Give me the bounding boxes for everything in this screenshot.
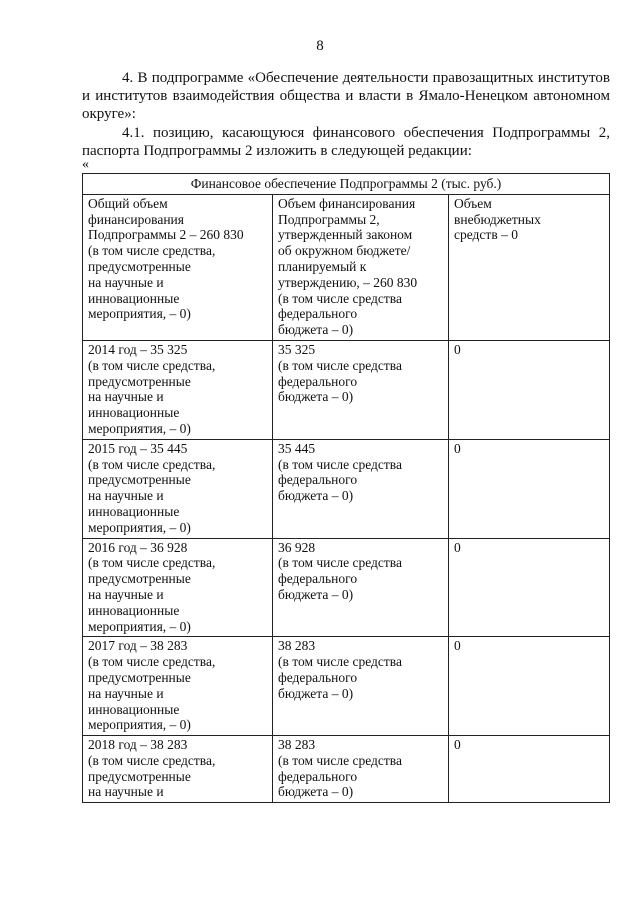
cell-line: (в том числе средства, [88, 654, 216, 670]
cell-line: 36 928 [278, 539, 316, 555]
table-row [83, 340, 610, 439]
cell-line: предусмотренные [88, 258, 191, 274]
cell-line: предусмотренные [88, 472, 191, 488]
cell-line: предусмотренные [88, 669, 191, 685]
cell-line: инновационные [88, 602, 180, 618]
year-budget-cell [273, 637, 449, 736]
cell-line: Подпрограммы 2, [278, 211, 380, 227]
cell-line: инновационные [88, 503, 180, 519]
cell-line: внебюджетных [454, 211, 541, 227]
table-row [83, 736, 610, 803]
open-quote: « [82, 157, 89, 172]
paragraph-4: 4. В подпрограмме «Обеспечение деятельности правозащитных институтов и институтов взаимодействия общества и власти в Ямало-Ненецком автономном округе»: [82, 70, 610, 122]
cell-line: предусмотренные [88, 768, 191, 784]
table-title: Финансовое обеспечение Подпрограммы 2 (тыс. руб.) [83, 174, 610, 195]
cell-line: мероприятия, – 0) [88, 420, 191, 436]
year-budget-cell [273, 340, 449, 439]
cell-line: федерального [278, 571, 358, 587]
cell-line: Объем финансирования [278, 195, 416, 211]
header-extrabudget-cell [449, 194, 610, 340]
year-budget-cell [273, 736, 449, 803]
year-total-cell [83, 637, 273, 736]
cell-line: федерального [278, 373, 358, 389]
cell-line: (в том числе средства, [88, 555, 216, 571]
year-extrabudget-cell [449, 538, 610, 637]
cell-line: 0 [454, 737, 461, 753]
cell-line: (в том числе средства [278, 654, 402, 670]
cell-line: мероприятия, – 0) [88, 519, 191, 535]
cell-line: бюджета – 0) [278, 685, 354, 701]
cell-line: на научные и [88, 685, 164, 701]
cell-line: 2017 год – 38 283 [88, 638, 188, 654]
table-header-row [83, 194, 610, 340]
cell-line: мероприятия, – 0) [88, 306, 191, 322]
cell-line: предусмотренные [88, 571, 191, 587]
year-extrabudget-cell [449, 736, 610, 803]
cell-line: предусмотренные [88, 373, 191, 389]
cell-line: средств – 0 [454, 227, 518, 243]
cell-line: (в том числе средства, [88, 456, 216, 472]
year-extrabudget-cell [449, 340, 610, 439]
paragraph-4-1: 4.1. позицию, касающуюся финансового обеспечения Подпрограммы 2, паспорта Подпрограммы 2 изложить в следующей редакции: [82, 125, 610, 159]
year-total-cell [83, 736, 273, 803]
cell-line: 2015 год – 35 445 [88, 440, 188, 456]
cell-line: планируемый к [278, 258, 367, 274]
cell-line: 0 [454, 539, 461, 555]
year-extrabudget-cell [449, 439, 610, 538]
header-budget-cell [273, 194, 449, 340]
cell-line: инновационные [88, 701, 180, 717]
page-number: 8 [316, 38, 324, 54]
year-total-cell [83, 538, 273, 637]
cell-line: федерального [278, 669, 358, 685]
cell-line: на научные и [88, 274, 164, 290]
cell-line: утверждению, – 260 830 [278, 274, 418, 290]
year-total-cell [83, 340, 273, 439]
header-total-cell [83, 194, 273, 340]
cell-line: (в том числе средства, [88, 243, 216, 259]
cell-line: бюджета – 0) [278, 389, 354, 405]
cell-line: мероприятия, – 0) [88, 618, 191, 634]
cell-line: бюджета – 0) [278, 586, 354, 602]
cell-line: (в том числе средства [278, 290, 402, 306]
cell-line: федерального [278, 306, 358, 322]
cell-line: 0 [454, 341, 461, 357]
cell-line: инновационные [88, 405, 180, 421]
cell-line: 35 325 [278, 341, 316, 357]
year-budget-cell [273, 538, 449, 637]
financing-table [82, 173, 610, 803]
cell-line: (в том числе средства [278, 357, 402, 373]
year-extrabudget-cell [449, 637, 610, 736]
cell-line: федерального [278, 472, 358, 488]
cell-line: 2016 год – 36 928 [88, 539, 188, 555]
cell-line: на научные и [88, 488, 164, 504]
cell-line: инновационные [88, 290, 180, 306]
cell-line: 38 283 [278, 737, 316, 753]
cell-line: 35 445 [278, 440, 316, 456]
cell-line: мероприятия, – 0) [88, 717, 191, 733]
cell-line: 38 283 [278, 638, 316, 654]
cell-line: Объем [454, 195, 492, 211]
cell-line: (в том числе средства [278, 456, 402, 472]
cell-line: (в том числе средства [278, 752, 402, 768]
cell-line: 0 [454, 638, 461, 654]
cell-line: Общий объем [88, 195, 168, 211]
cell-line: на научные и [88, 784, 164, 800]
table-title-row [83, 174, 610, 195]
year-budget-cell [273, 439, 449, 538]
cell-line: Подпрограммы 2 – 260 830 [88, 227, 244, 243]
cell-line: на научные и [88, 586, 164, 602]
cell-line: финансирования [88, 211, 184, 227]
cell-line: 2014 год – 35 325 [88, 341, 188, 357]
cell-line: 0 [454, 440, 461, 456]
cell-line: (в том числе средства, [88, 357, 216, 373]
cell-line: на научные и [88, 389, 164, 405]
year-total-cell [83, 439, 273, 538]
table-row [83, 538, 610, 637]
cell-line: об окружном бюджете/ [278, 243, 411, 259]
cell-line: (в том числе средства [278, 555, 402, 571]
cell-line: бюджета – 0) [278, 322, 354, 338]
cell-line: утвержденный законом [278, 227, 413, 243]
cell-line: 2018 год – 38 283 [88, 737, 188, 753]
table-row [83, 637, 610, 736]
cell-line: федерального [278, 768, 358, 784]
cell-line: (в том числе средства, [88, 752, 216, 768]
table-row [83, 439, 610, 538]
cell-line: бюджета – 0) [278, 488, 354, 504]
cell-line: бюджета – 0) [278, 784, 354, 800]
